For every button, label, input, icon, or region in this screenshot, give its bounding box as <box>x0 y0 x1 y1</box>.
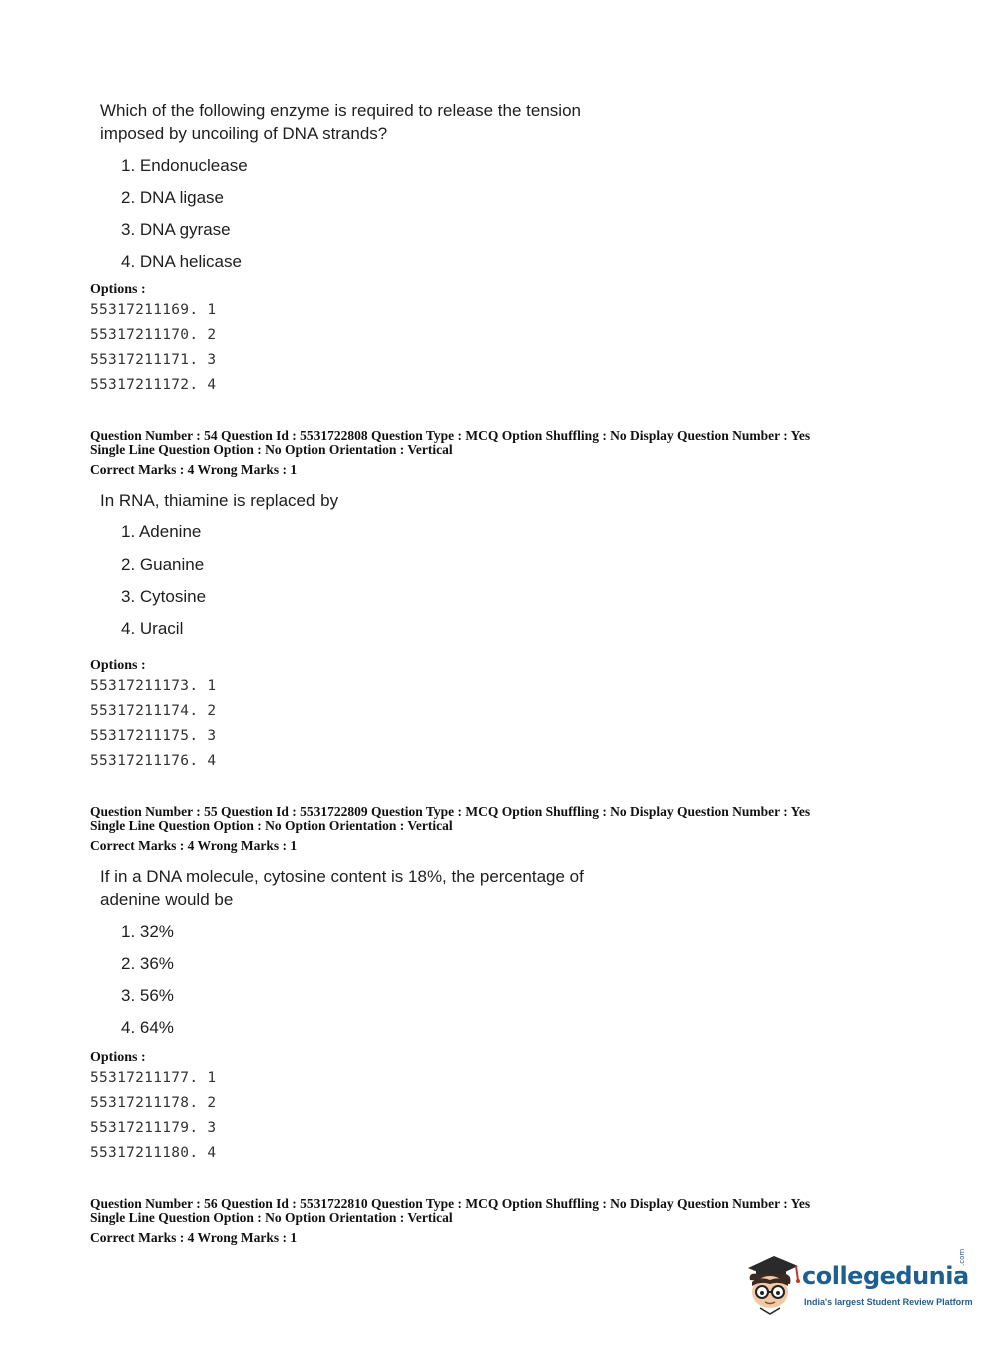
question-text: In RNA, thiamine is replaced by <box>100 491 339 510</box>
option-id: 55317211178. 2 <box>90 1095 217 1111</box>
question-meta: Question Number : 54 Question Id : 5531722808 Question Type : MCQ Option Shuffling : No Display Question Number : Yes <box>90 428 811 443</box>
choice-4: 4. DNA helicase <box>121 252 242 271</box>
student-mascot-icon <box>740 1250 802 1316</box>
question-text: imposed by uncoiling of DNA strands? <box>100 124 388 143</box>
choice-3: 3. Cytosine <box>121 587 207 606</box>
question-meta: Single Line Question Option : No Option Orientation : Vertical <box>90 442 453 457</box>
question-text: Which of the following enzyme is required to release the tension <box>100 101 581 120</box>
options-label: Options : <box>90 1050 146 1065</box>
choice-3: 3. 56% <box>121 986 174 1005</box>
options-label: Options : <box>90 282 146 297</box>
question-meta: Question Number : 55 Question Id : 5531722809 Question Type : MCQ Option Shuffling : No Display Question Number : Yes <box>90 804 811 819</box>
question-marks: Correct Marks : 4 Wrong Marks : 1 <box>90 462 298 477</box>
option-id: 55317211179. 3 <box>90 1120 217 1136</box>
option-id: 55317211169. 1 <box>90 302 217 318</box>
logo-suffix: .com <box>958 1248 966 1266</box>
question-meta: Single Line Question Option : No Option Orientation : Vertical <box>90 818 453 833</box>
option-id: 55317211176. 4 <box>90 753 217 769</box>
options-label: Options : <box>90 658 146 673</box>
question-text: adenine would be <box>100 890 234 909</box>
choice-4: 4. 64% <box>121 1018 174 1037</box>
question-text: If in a DNA molecule, cytosine content is 18%, the percentage of <box>100 867 584 886</box>
option-id: 55317211170. 2 <box>90 327 217 343</box>
collegedunia-logo[interactable] <box>740 1250 980 1320</box>
option-id: 55317211171. 3 <box>90 352 217 368</box>
choice-3: 3. DNA gyrase <box>121 220 231 239</box>
option-id: 55317211173. 1 <box>90 678 217 694</box>
question-marks: Correct Marks : 4 Wrong Marks : 1 <box>90 838 298 853</box>
option-id: 55317211174. 2 <box>90 703 217 719</box>
choice-2: 2. 36% <box>121 954 174 973</box>
option-id: 55317211172. 4 <box>90 377 217 393</box>
logo-wordmark: collegedunia <box>802 1262 969 1290</box>
choice-1: 1. Adenine <box>121 522 202 541</box>
choice-2: 2. Guanine <box>121 555 205 574</box>
choice-1: 1. 32% <box>121 922 174 941</box>
question-meta: Question Number : 56 Question Id : 5531722810 Question Type : MCQ Option Shuffling : No Display Question Number : Yes <box>90 1196 811 1211</box>
question-marks: Correct Marks : 4 Wrong Marks : 1 <box>90 1230 298 1245</box>
choice-1: 1. Endonuclease <box>121 156 248 175</box>
choice-4: 4. Uracil <box>121 619 184 638</box>
choice-2: 2. DNA ligase <box>121 188 224 207</box>
option-id: 55317211180. 4 <box>90 1145 217 1161</box>
option-id: 55317211175. 3 <box>90 728 217 744</box>
question-meta: Single Line Question Option : No Option Orientation : Vertical <box>90 1210 453 1225</box>
option-id: 55317211177. 1 <box>90 1070 217 1086</box>
logo-tagline: India's largest Student Review Platform <box>804 1297 973 1307</box>
